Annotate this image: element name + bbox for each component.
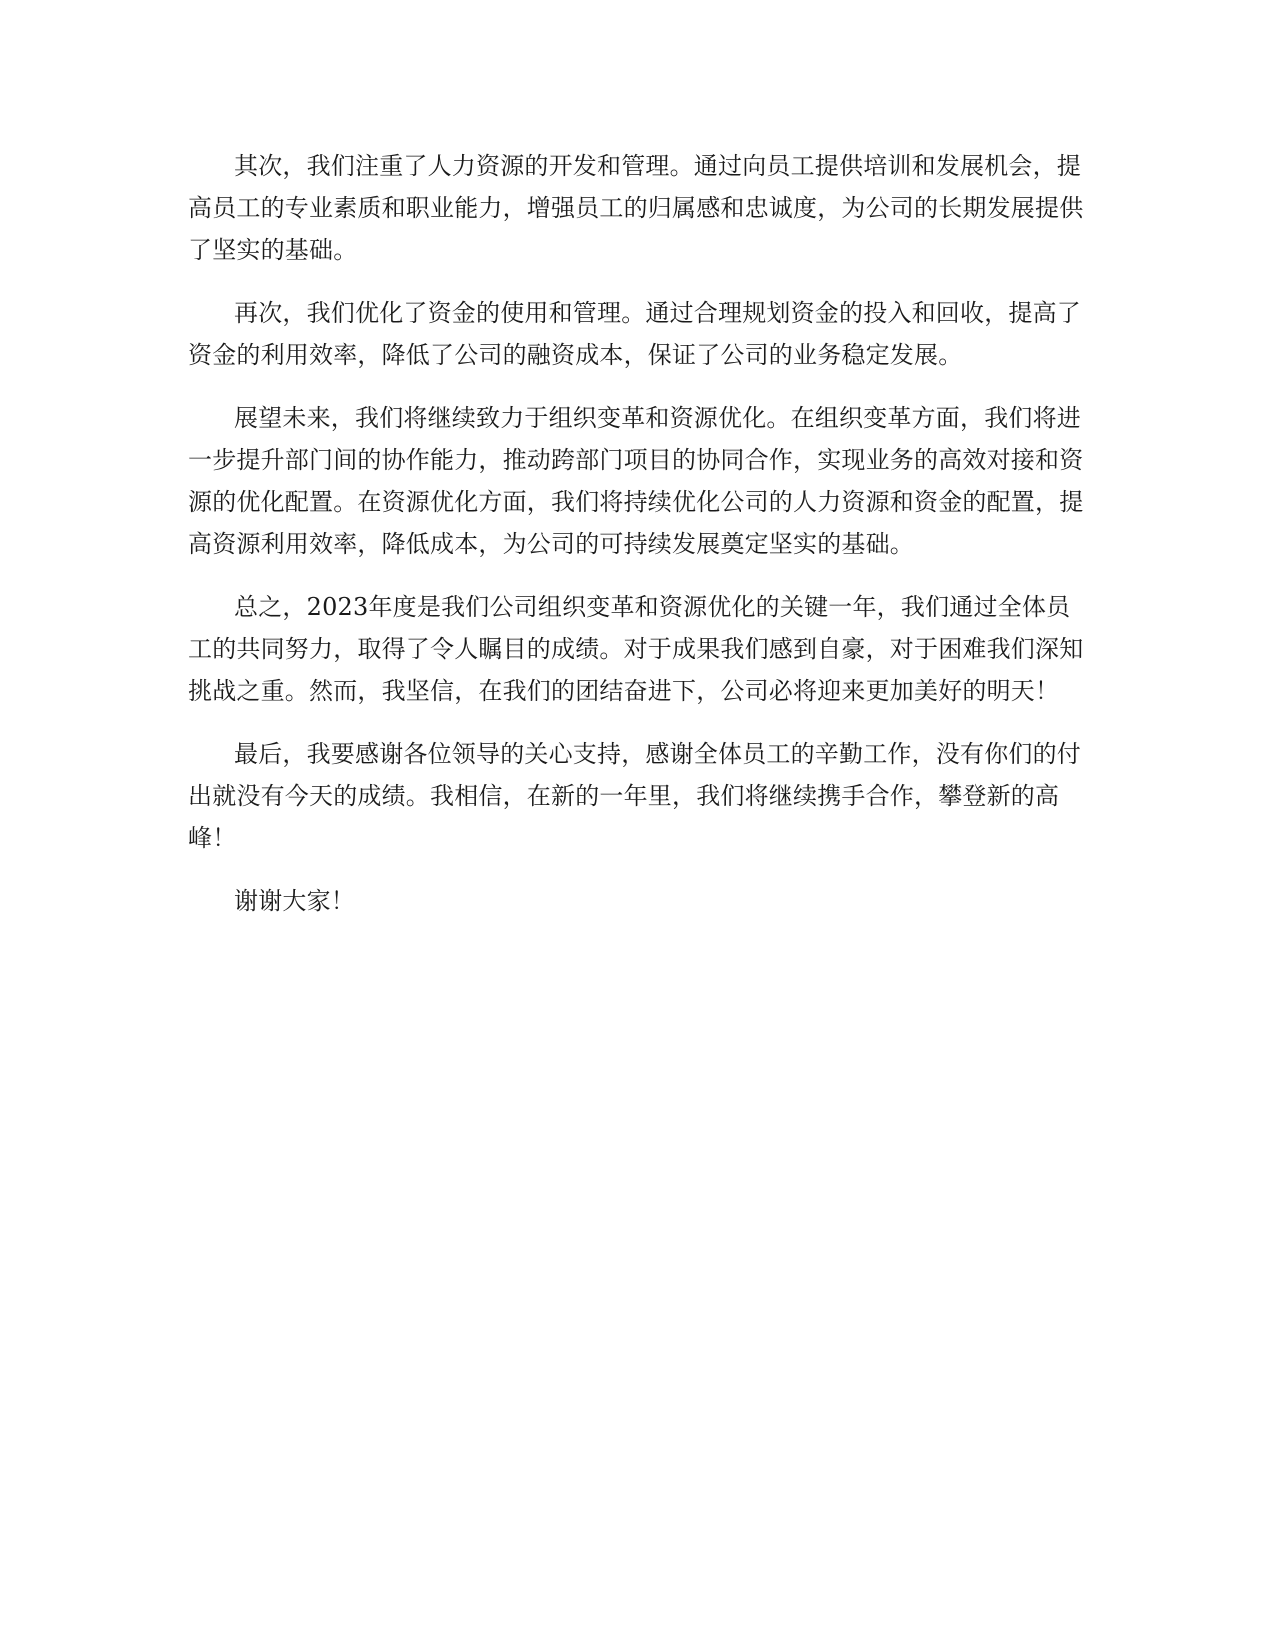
paragraph-thanks: 最后，我要感谢各位领导的关心支持，感谢全体员工的辛勤工作，没有你们的付出就没有今天的成绩。我相信，在新的一年里，我们将继续携手合作，攀登新的高峰！ — [188, 740, 1081, 852]
document-body — [188, 145, 1088, 943]
paragraph-funds: 再次，我们优化了资金的使用和管理。通过合理规划资金的投入和回收，提高了资金的利用效率，降低了公司的融资成本，保证了公司的业务稳定发展。 — [188, 299, 1081, 369]
paragraph-outlook: 展望未来，我们将继续致力于组织变革和资源优化。在组织变革方面，我们将进一步提升部门间的协作能力，推动跨部门项目的协同合作，实现业务的高效对接和资源的优化配置。在资源优化方面，我们将持续优化公司的人力资源和资金的配置，提高资源利用效率，降低成本，为公司的可持续发展奠定坚实的基础。 — [188, 404, 1084, 558]
paragraph-closing: 谢谢大家！ — [234, 887, 355, 915]
paragraph-human-resources: 其次，我们注重了人力资源的开发和管理。通过向员工提供培训和发展机会，提高员工的专业素质和职业能力，增强员工的归属感和忠诚度，为公司的长期发展提供了坚实的基础。 — [188, 152, 1084, 264]
paragraph-summary: 总之，2023年度是我们公司组织变革和资源优化的关键一年，我们通过全体员工的共同努力，取得了令人瞩目的成绩。对于成果我们感到自豪，对于困难我们深知挑战之重。然而，我坚信，在我们的团结奋进下，公司必将迎来更加美好的明天！ — [188, 593, 1084, 705]
